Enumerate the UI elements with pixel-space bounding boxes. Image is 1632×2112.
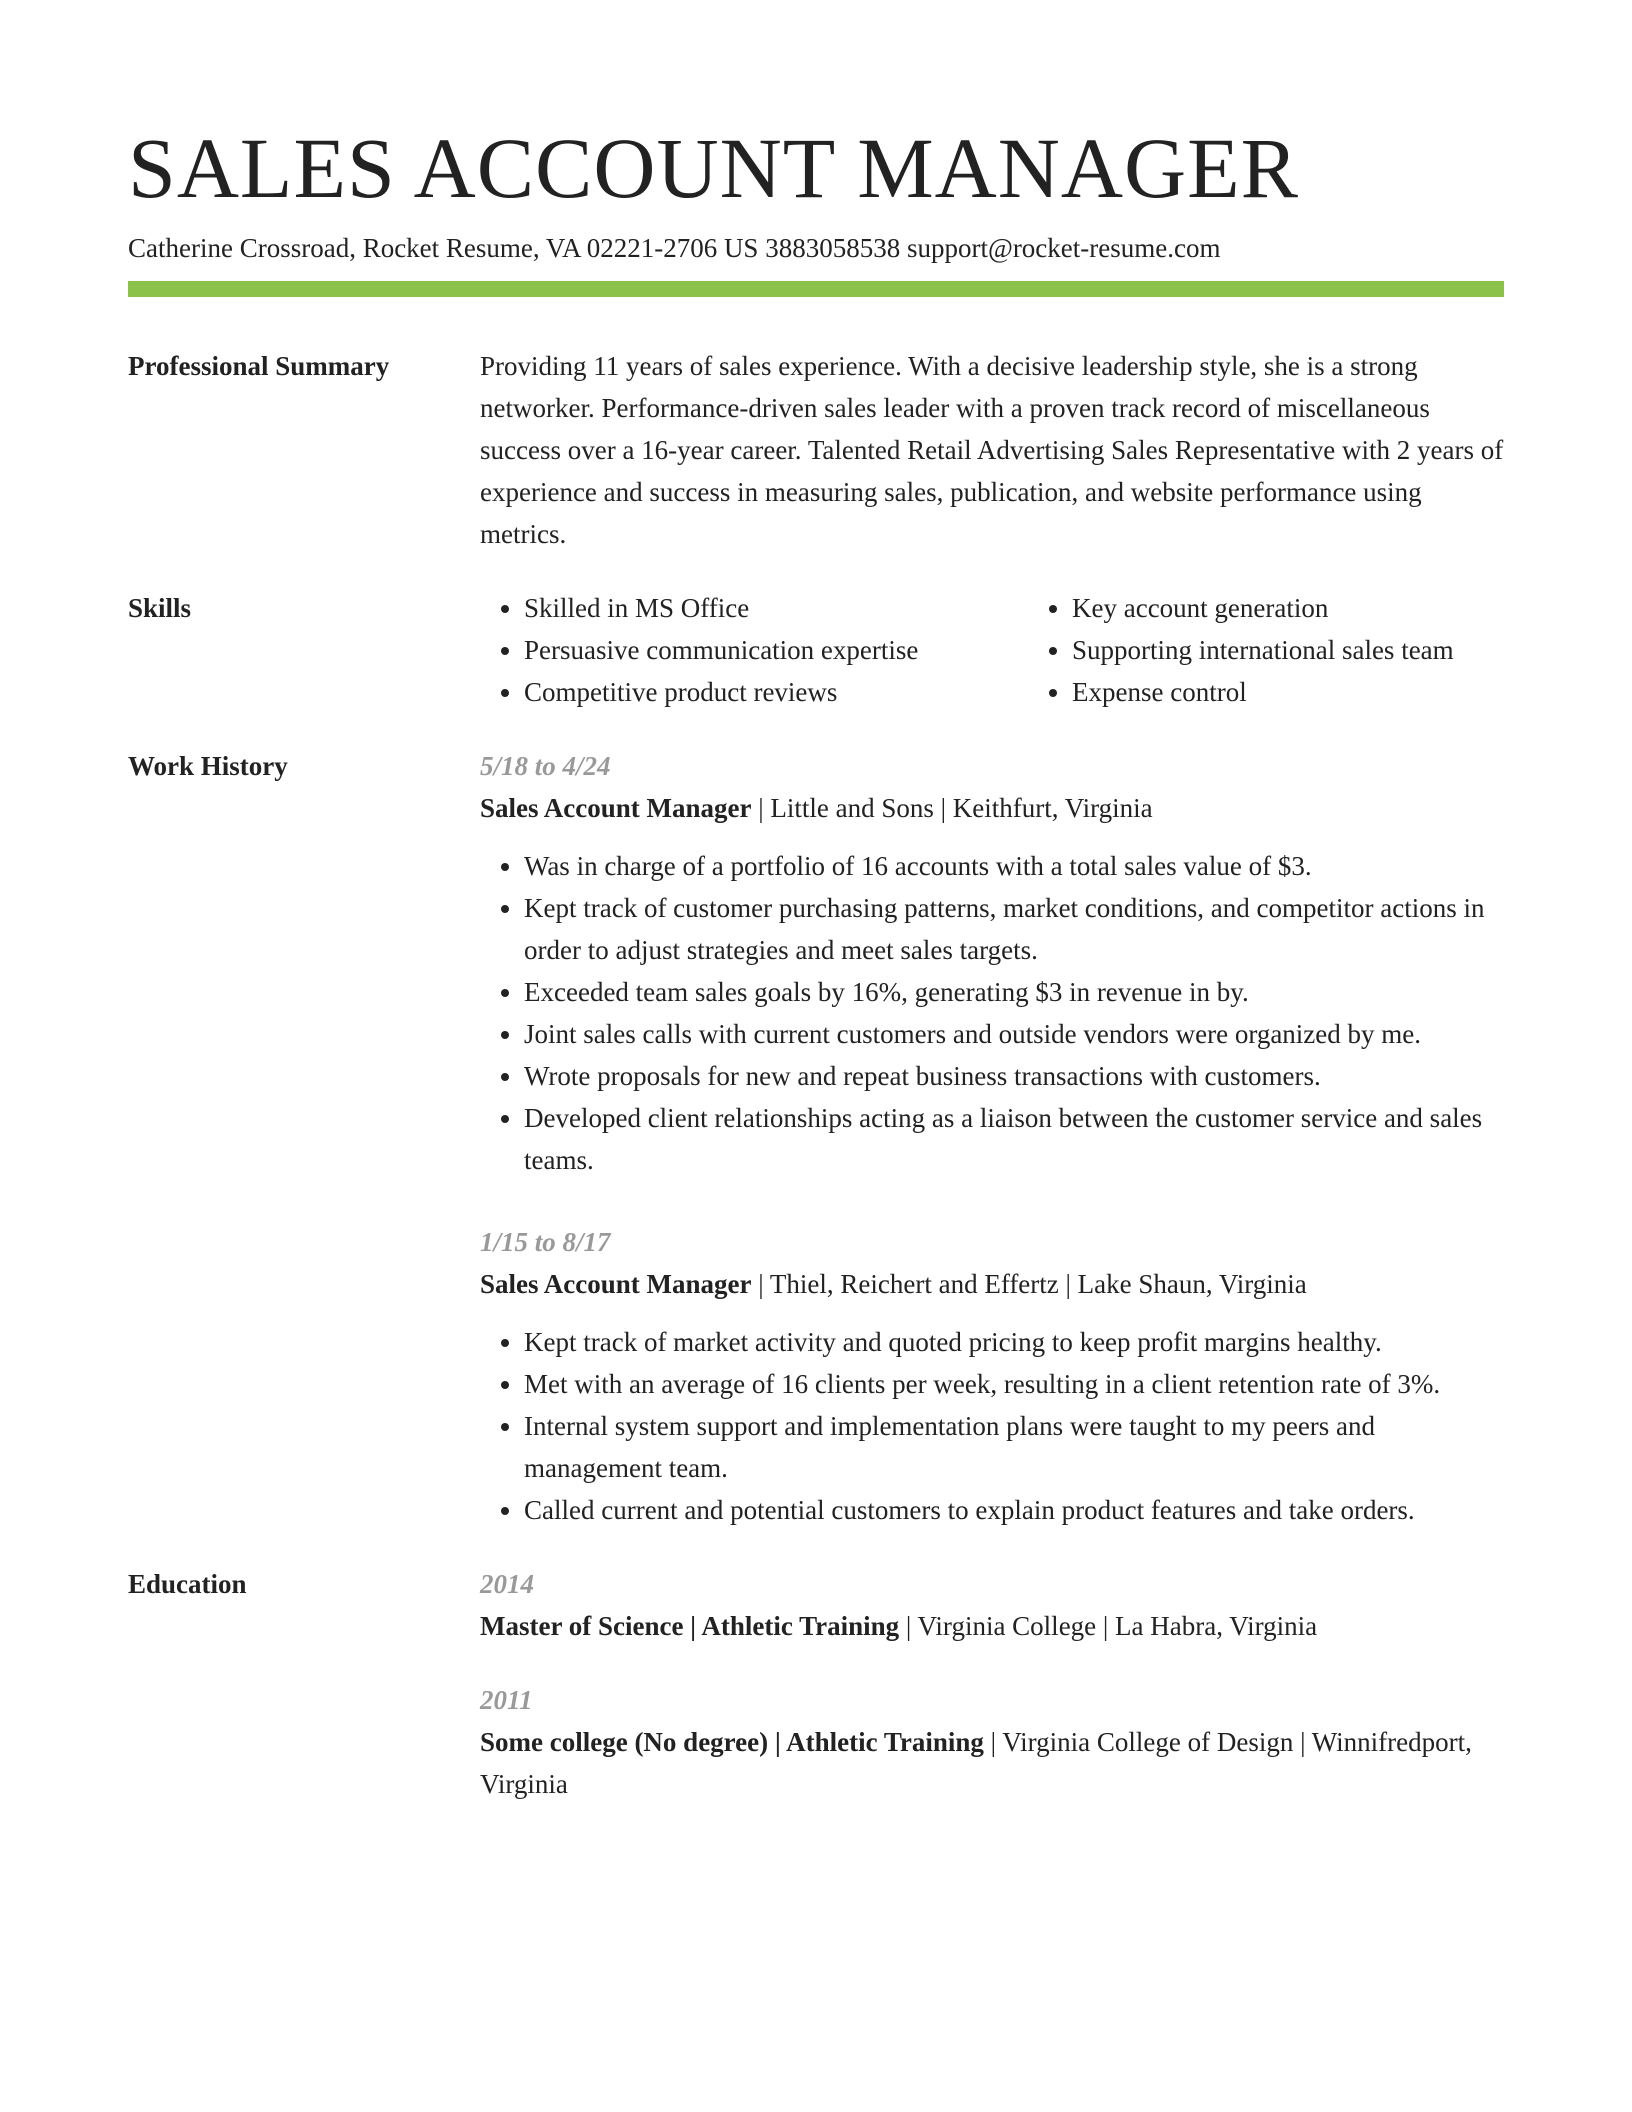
- job-bullet: • Kept track of market activity and quoted pricing to keep profit margins healthy.: [524, 1321, 1504, 1363]
- job-bullet: • Kept track of customer purchasing patterns, market conditions, and competitor actions in order to adjust strategies and meet sales targets.: [524, 887, 1504, 971]
- degree-name: Some college (No degree) | Athletic Training: [480, 1727, 984, 1757]
- job-title: Sales Account Manager: [480, 793, 752, 823]
- work-history-label: Work History: [128, 751, 288, 781]
- education-list: [480, 1563, 1504, 1805]
- degree-details: | Virginia College of Design | Winnifredport, Virginia: [480, 1727, 1472, 1799]
- job-bullet: • Internal system support and implementation plans were taught to my peers and management team.: [524, 1405, 1504, 1489]
- education-entry: [480, 1563, 1504, 1647]
- skills-section: [128, 587, 1504, 713]
- education-section: [128, 1563, 1504, 1805]
- job-entry: [480, 745, 1504, 1181]
- job-details: | Thiel, Reichert and Effertz | Lake Shaun, Virginia: [751, 1269, 1307, 1299]
- summary-section: [128, 345, 1504, 555]
- job-role-line: [480, 1263, 1504, 1305]
- job-bullet: • Was in charge of a portfolio of 16 accounts with a total sales value of $3.: [524, 845, 1504, 887]
- degree-details: | Virginia College | La Habra, Virginia: [899, 1611, 1318, 1641]
- education-line: [480, 1605, 1504, 1647]
- job-bullet: • Developed client relationships acting as a liaison between the customer service and sales teams.: [524, 1097, 1504, 1181]
- skill-item: • Skilled in MS Office: [524, 587, 1028, 629]
- job-bullet: • Met with an average of 16 clients per week, resulting in a client retention rate of 3%.: [524, 1363, 1504, 1405]
- job-title: Sales Account Manager: [480, 1269, 752, 1299]
- skills-label: Skills: [128, 593, 192, 623]
- header-divider: [128, 281, 1504, 297]
- summary-text: Providing 11 years of sales experience. With a decisive leadership style, she is a strong networker. Performance-driven sales leader with a proven track record of miscellaneous success over a 16-year career. Talented Retail Advertising Sales Representative with 2 years of experience and success in measuring sales, publication, and website performance using metrics.: [480, 351, 1504, 549]
- job-bullet: • Wrote proposals for new and repeat business transactions with customers.: [524, 1055, 1504, 1097]
- education-line: [480, 1721, 1504, 1805]
- resume-title: SALES ACCOUNT MANAGER: [128, 120, 1299, 216]
- job-role-line: [480, 787, 1504, 829]
- degree-name: Master of Science | Athletic Training: [480, 1611, 900, 1641]
- skill-item: • Expense control: [1072, 671, 1576, 713]
- education-year: 2014: [480, 1569, 534, 1599]
- job-entry: [480, 1221, 1504, 1531]
- job-bullet: • Called current and potential customers to explain product features and take orders.: [524, 1489, 1504, 1531]
- education-label: Education: [128, 1569, 247, 1599]
- resume-page: [128, 118, 1504, 1805]
- skill-item: • Key account generation: [1072, 587, 1576, 629]
- education-entry: [480, 1679, 1504, 1805]
- job-dates: 5/18 to 4/24: [480, 751, 611, 781]
- work-history-section: [128, 745, 1504, 1531]
- skills-column-2: [1028, 587, 1576, 713]
- skill-item: • Competitive product reviews: [524, 671, 1028, 713]
- education-year: 2011: [480, 1685, 533, 1715]
- job-details: | Little and Sons | Keithfurt, Virginia: [751, 793, 1153, 823]
- contact-line: Catherine Crossroad, Rocket Resume, VA 02221-2706 US 3883058538 support@rocket-resume.com: [128, 233, 1221, 263]
- skills-list: [480, 587, 1576, 713]
- summary-label: Professional Summary: [128, 351, 390, 381]
- work-history-list: [480, 745, 1504, 1531]
- skills-column-1: [480, 587, 1028, 713]
- job-bullet: • Joint sales calls with current customers and outside vendors were organized by me.: [524, 1013, 1504, 1055]
- skill-item: • Supporting international sales team: [1072, 629, 1576, 671]
- skill-item: • Persuasive communication expertise: [524, 629, 1028, 671]
- job-bullets: [480, 1321, 1504, 1531]
- job-dates: 1/15 to 8/17: [480, 1227, 611, 1257]
- job-bullet: • Exceeded team sales goals by 16%, generating $3 in revenue in by.: [524, 971, 1504, 1013]
- job-bullets: [480, 845, 1504, 1181]
